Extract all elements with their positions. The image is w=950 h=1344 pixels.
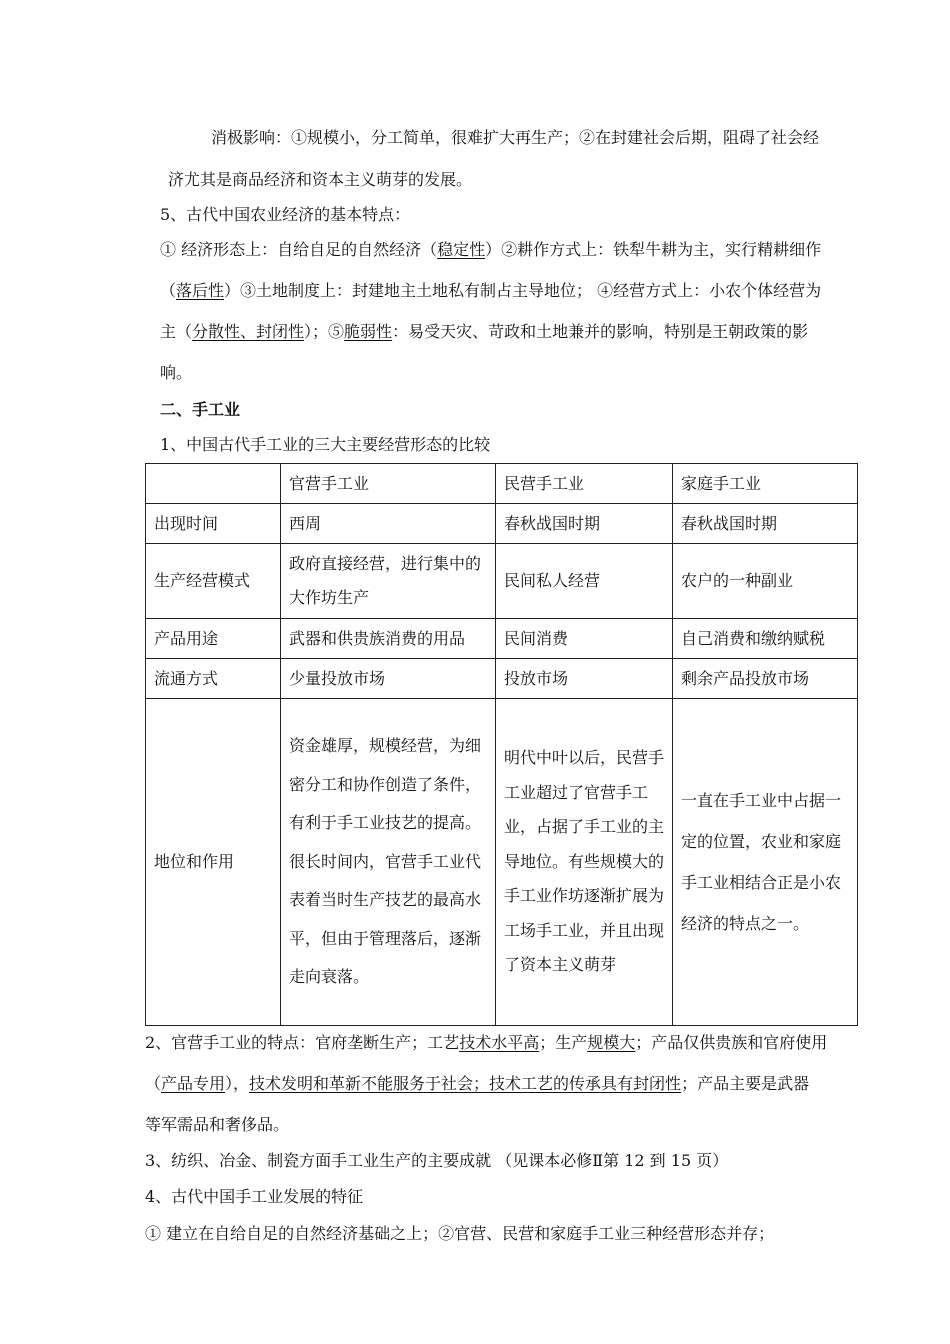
- table-heading: 1、中国古代手工业的三大主要经营形态的比较: [160, 435, 491, 454]
- table-header-cell: 官营手工业: [281, 464, 496, 504]
- underlined-text: 技术水平高: [459, 1033, 540, 1052]
- table-row: [146, 699, 858, 1026]
- section-heading: 5、古代中国农业经济的基本特点：: [160, 205, 411, 224]
- row-label: 产品用途: [146, 619, 281, 659]
- table-header-cell: 民营手工业: [496, 464, 673, 504]
- paragraph-line: [145, 1074, 809, 1094]
- table-row: [146, 659, 858, 699]
- text-span: ）②耕作方式上：铁犁牛耕为主，实行精耕细作: [485, 240, 822, 259]
- table-cell: 武器和供贵族消费的用品: [281, 619, 496, 659]
- text-span: ① 经济形态上：自给自足的自然经济（: [160, 240, 438, 259]
- text-span: ：易受天灾、苛政和土地兼并的影响，特别是王朝政策的影: [392, 322, 809, 341]
- table-cell: 投放市场: [496, 659, 673, 699]
- table-cell: 民间消费: [496, 619, 673, 659]
- table-cell: 一直在手工业中占据一定的位置，农业和家庭手工业相结合正是小农经济的特点之一。: [673, 699, 858, 1026]
- underlined-text: 稳定性: [437, 240, 486, 259]
- table-cell: 资金雄厚，规模经营，为细密分工和协作创造了条件，有利于手工业技艺的提高。很长时间内，官营手工业代表着当时生产技艺的最高水平，但由于管理落后，逐渐走向衰落。: [281, 699, 496, 1026]
- table-row: [146, 544, 858, 619]
- paragraph-line: [160, 240, 821, 260]
- paragraph-line: 消极影响：①规模小，分工简单，很难扩大再生产；②在封建社会后期，阻碍了社会经: [211, 128, 820, 147]
- paragraph-line: 响。: [160, 363, 193, 382]
- underlined-text: 落后性: [176, 281, 225, 300]
- text-span: ）③土地制度上：封建地主土地私有制占主导地位； ④经营方式上：小农个体经营为: [224, 281, 822, 300]
- paragraph-line: 等军需品和奢侈品。: [145, 1115, 290, 1134]
- table-cell: 明代中叶以后，民营手工业超过了官营手工业，占据了手工业的主导地位。有些规模大的手工业作坊逐渐扩展为工场手工业，并且出现了资本主义萌芽: [496, 699, 673, 1026]
- paragraph-line: ① 建立在自给自足的自然经济基础之上；②官营、民营和家庭手工业三种经营形态并存；: [145, 1224, 775, 1243]
- row-label: 生产经营模式: [146, 544, 281, 619]
- paragraph-line: 3、纺织、冶金、制瓷方面手工业生产的主要成就 （见课本必修Ⅱ第 12 到 15 页）: [145, 1151, 729, 1170]
- underlined-text: 技术发明和革新不能服务于社会；技术工艺的传承具有封闭性: [249, 1074, 682, 1093]
- row-label: 地位和作用: [146, 699, 281, 1026]
- section-title: 二、手工业: [160, 400, 241, 419]
- section-heading: 4、古代中国手工业发展的特征: [145, 1187, 364, 1206]
- table-cell: 政府直接经营，进行集中的大作坊生产: [281, 544, 496, 619]
- table-cell: 春秋战国时期: [673, 504, 858, 544]
- text-span: ；生产: [539, 1033, 588, 1052]
- underlined-text: 分散性、封闭性: [192, 322, 305, 341]
- text-span: （: [145, 1074, 162, 1093]
- table-cell: 少量投放市场: [281, 659, 496, 699]
- table-cell: 农户的一种副业: [673, 544, 858, 619]
- text-span: ；产品仅供贵族和官府使用: [635, 1033, 828, 1052]
- paragraph-line: [145, 1033, 827, 1053]
- text-span: （: [160, 281, 177, 300]
- text-span: ；产品主要是武器: [681, 1074, 810, 1093]
- row-label: 出现时间: [146, 504, 281, 544]
- table-row: [146, 619, 858, 659]
- table-cell: 春秋战国时期: [496, 504, 673, 544]
- underlined-text: 规模大: [587, 1033, 636, 1052]
- table-cell: 自己消费和缴纳赋税: [673, 619, 858, 659]
- underlined-text: 脆弱性: [344, 322, 393, 341]
- table-cell: 民间私人经营: [496, 544, 673, 619]
- text-span: ）；⑤: [304, 322, 345, 341]
- table-header-row: [146, 464, 858, 504]
- underlined-text: 产品专用: [161, 1074, 226, 1093]
- table-row: [146, 504, 858, 544]
- text-span: ），: [225, 1074, 250, 1093]
- table-header-cell: [146, 464, 281, 504]
- paragraph-line: 济尤其是商品经济和资本主义萌芽的发展。: [168, 170, 473, 189]
- paragraph-line: [160, 322, 808, 342]
- text-span: 主（: [160, 322, 193, 341]
- table-cell: 西周: [281, 504, 496, 544]
- row-label: 流通方式: [146, 659, 281, 699]
- paragraph-line: [160, 281, 821, 301]
- text-span: 2、官营手工业的特点：官府垄断生产；工艺: [145, 1033, 460, 1052]
- table-header-cell: 家庭手工业: [673, 464, 858, 504]
- table-cell: 剩余产品投放市场: [673, 659, 858, 699]
- comparison-table: [145, 463, 858, 1026]
